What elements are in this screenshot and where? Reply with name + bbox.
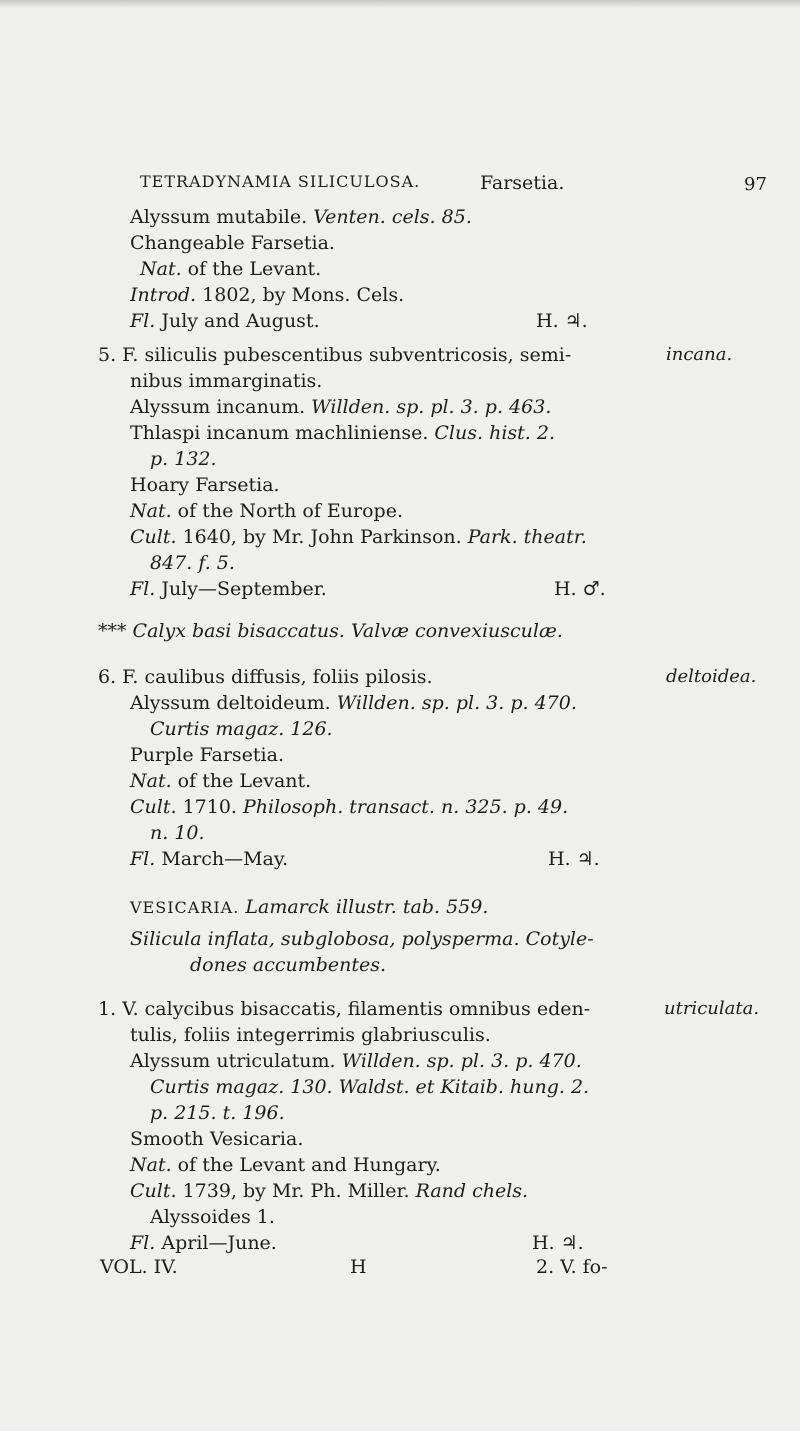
text-line: Fl. April—June. xyxy=(130,1232,277,1254)
text-line: nibus immarginatis. xyxy=(130,370,323,392)
text-line: p. 215. t. 196. xyxy=(150,1102,285,1124)
page-top-edge xyxy=(0,0,800,8)
text-line: Introd. 1802, by Mons. Cels. xyxy=(130,284,405,306)
hardiness-mark: H. ♂. xyxy=(554,578,606,600)
text-line: Alyssoides 1. xyxy=(150,1206,275,1228)
text-line: Thlaspi incanum machliniense. Clus. hist. 2. xyxy=(130,422,555,444)
text-line: 847. f. 5. xyxy=(150,552,235,574)
text-line: Curtis magaz. 130. Waldst. et Kitaib. hung. 2. xyxy=(150,1076,590,1098)
hardiness-mark: H. ♃. xyxy=(532,1232,584,1254)
hardiness-mark: H. ♃. xyxy=(536,310,588,332)
page-number: 97 xyxy=(744,174,767,195)
text-line: Smooth Vesicaria. xyxy=(130,1128,304,1150)
text-line: Alyssum utriculatum. Willden. sp. pl. 3. p. 470. xyxy=(130,1050,582,1072)
text-line: Purple Farsetia. xyxy=(130,744,285,766)
text-line: tulis, foliis integerrimis glabriusculis. xyxy=(130,1024,491,1046)
text-line: 6. F. caulibus diffusis, foliis pilosis. xyxy=(98,666,433,688)
text-line: Silicula inflata, subglobosa, polysperma. Cotyle- xyxy=(130,928,594,950)
text-line: Cult. 1710. Philosoph. transact. n. 325. p. 49. xyxy=(130,796,569,818)
text-line: Curtis magaz. 126. xyxy=(150,718,333,740)
text-line: Nat. of the Levant. xyxy=(130,770,312,792)
catchword: 2. V. fo- xyxy=(536,1256,608,1278)
running-head: TETRADYNAMIA SILICULOSA. xyxy=(140,172,421,191)
text-line: p. 132. xyxy=(150,448,217,470)
text-line: Changeable Farsetia. xyxy=(130,232,335,254)
margin-note: incana. xyxy=(666,344,733,365)
text-line: Nat. of the Levant. xyxy=(140,258,322,280)
text-line: Cult. 1739, by Mr. Ph. Miller. Rand chels. xyxy=(130,1180,529,1202)
text-line: Cult. 1640, by Mr. John Parkinson. Park. theatr. xyxy=(130,526,587,548)
section-heading: *** Calyx basi bisaccatus. Valvæ convexiusculæ. xyxy=(98,620,563,642)
volume-signature: VOL. IV. xyxy=(100,1256,178,1278)
text-line: n. 10. xyxy=(150,822,205,844)
text-line: Hoary Farsetia. xyxy=(130,474,280,496)
hardiness-mark: H. ♃. xyxy=(548,848,600,870)
text-line: Alyssum incanum. Willden. sp. pl. 3. p. 463. xyxy=(130,396,552,418)
margin-note: utriculata. xyxy=(664,998,760,1019)
text-line: Alyssum deltoideum. Willden. sp. pl. 3. p. 470. xyxy=(130,692,577,714)
text-line: Fl. March—May. xyxy=(130,848,289,870)
running-head-genus: Farsetia. xyxy=(480,172,565,194)
text-line: Fl. July and August. xyxy=(130,310,320,332)
text-line: Nat. of the Levant and Hungary. xyxy=(130,1154,441,1176)
text-line: 1. V. calycibus bisaccatis, filamentis omnibus eden- xyxy=(98,998,591,1020)
genus-heading: VESICARIA. Lamarck illustr. tab. 559. xyxy=(130,896,489,918)
text-line: dones accumbentes. xyxy=(190,954,387,976)
text-line: Alyssum mutabile. Venten. cels. 85. xyxy=(130,206,472,228)
text-line: Nat. of the North of Europe. xyxy=(130,500,403,522)
margin-note: deltoidea. xyxy=(666,666,757,687)
text-line: 5. F. siliculis pubescentibus subventricosis, semi- xyxy=(98,344,572,366)
text-line: Fl. July—September. xyxy=(130,578,327,600)
signature-mark: H xyxy=(350,1256,367,1278)
